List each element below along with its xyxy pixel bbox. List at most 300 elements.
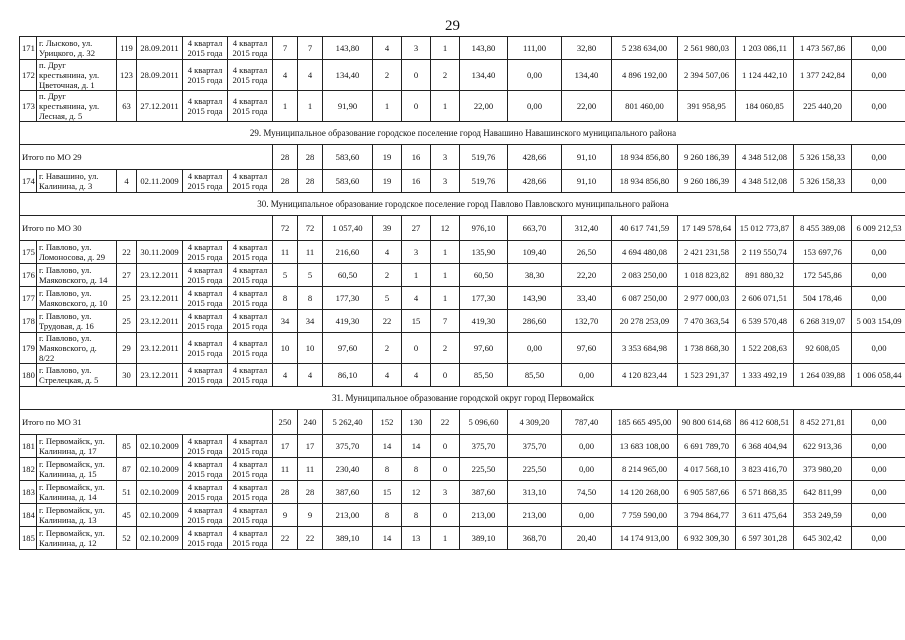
total-value: 5 096,60: [460, 410, 508, 435]
value-cell: 85,50: [460, 364, 508, 387]
value-cell: 1 124 442,10: [736, 60, 794, 91]
document-date: 02.10.2009: [137, 481, 183, 504]
value-cell: 1: [298, 91, 323, 122]
value-cell: 28: [273, 481, 298, 504]
value-cell: 389,10: [460, 527, 508, 550]
document-number: 51: [117, 481, 137, 504]
value-cell: 3: [402, 37, 431, 60]
value-cell: 22,20: [562, 264, 612, 287]
value-cell: 4: [298, 364, 323, 387]
value-cell: 622 913,36: [794, 435, 852, 458]
total-value: 18 934 856,80: [612, 145, 678, 170]
address-cell: г. Лысково, ул. Урицкого, д. 32: [37, 37, 117, 60]
table-row: [20, 333, 905, 364]
total-value: 240: [298, 410, 323, 435]
value-cell: 109,40: [508, 241, 562, 264]
section-total-row: [20, 216, 905, 241]
value-cell: 8: [402, 504, 431, 527]
table-row: [20, 91, 905, 122]
total-value: 91,10: [562, 145, 612, 170]
value-cell: 8: [402, 458, 431, 481]
value-cell: 0: [431, 435, 460, 458]
value-cell: 11: [273, 458, 298, 481]
value-cell: 7: [273, 37, 298, 60]
total-value: 519,76: [460, 145, 508, 170]
value-cell: 4: [373, 364, 402, 387]
value-cell: 28: [273, 170, 298, 193]
value-cell: 0,00: [852, 264, 905, 287]
table-row: [20, 264, 905, 287]
value-cell: 14 174 913,00: [612, 527, 678, 550]
value-cell: 6 597 301,28: [736, 527, 794, 550]
total-value: 250: [273, 410, 298, 435]
actual-date: 4 квартал 2015 года: [228, 527, 273, 550]
value-cell: 0,00: [852, 241, 905, 264]
total-value: 312,40: [562, 216, 612, 241]
value-cell: 19: [373, 170, 402, 193]
value-cell: 4: [402, 364, 431, 387]
value-cell: 2 394 507,06: [678, 60, 736, 91]
value-cell: 1: [431, 91, 460, 122]
value-cell: 2 606 071,51: [736, 287, 794, 310]
document-number: 25: [117, 310, 137, 333]
value-cell: 5: [373, 287, 402, 310]
value-cell: 18 934 856,80: [612, 170, 678, 193]
value-cell: 1 523 291,37: [678, 364, 736, 387]
table-row: [20, 287, 905, 310]
value-cell: 0,00: [852, 458, 905, 481]
value-cell: 1 522 208,63: [736, 333, 794, 364]
total-value: 1 057,40: [323, 216, 373, 241]
value-cell: 2 421 231,58: [678, 241, 736, 264]
value-cell: 353 249,59: [794, 504, 852, 527]
planned-date: 4 квартал 2015 года: [183, 481, 228, 504]
value-cell: 9: [273, 504, 298, 527]
value-cell: 135,90: [460, 241, 508, 264]
value-cell: 1 203 086,11: [736, 37, 794, 60]
value-cell: 17: [273, 435, 298, 458]
section-title: 29. Муниципальное образование городское поселение город Навашино Навашинского муниципального района: [20, 122, 905, 145]
value-cell: 0: [402, 60, 431, 91]
row-number: 178: [20, 310, 37, 333]
actual-date: 4 квартал 2015 года: [228, 458, 273, 481]
document-number: 25: [117, 287, 137, 310]
total-value: 130: [402, 410, 431, 435]
value-cell: 13: [402, 527, 431, 550]
value-cell: 4: [373, 37, 402, 60]
table-row: [20, 481, 905, 504]
total-label: Итого по МО 29: [20, 145, 273, 170]
value-cell: 3: [402, 241, 431, 264]
value-cell: 22: [298, 527, 323, 550]
total-value: 3: [431, 145, 460, 170]
value-cell: 3 353 684,98: [612, 333, 678, 364]
actual-date: 4 квартал 2015 года: [228, 37, 273, 60]
row-number: 171: [20, 37, 37, 60]
value-cell: 389,10: [323, 527, 373, 550]
value-cell: 3 794 864,77: [678, 504, 736, 527]
row-number: 181: [20, 435, 37, 458]
value-cell: 97,60: [323, 333, 373, 364]
document-date: 23.12.2011: [137, 310, 183, 333]
value-cell: 34: [298, 310, 323, 333]
total-value: 0,00: [852, 410, 905, 435]
value-cell: 22,00: [460, 91, 508, 122]
value-cell: 0,00: [852, 435, 905, 458]
row-number: 179: [20, 333, 37, 364]
value-cell: 134,40: [562, 60, 612, 91]
value-cell: 7: [298, 37, 323, 60]
value-cell: 213,00: [323, 504, 373, 527]
address-cell: г. Павлово, ул. Маяковского, д. 14: [37, 264, 117, 287]
table-row: [20, 170, 905, 193]
value-cell: 14: [373, 527, 402, 550]
value-cell: 642 811,99: [794, 481, 852, 504]
value-cell: 0,00: [562, 458, 612, 481]
value-cell: 5 003 154,09: [852, 310, 905, 333]
value-cell: 22: [273, 527, 298, 550]
value-cell: 6 368 404,94: [736, 435, 794, 458]
value-cell: 225 440,20: [794, 91, 852, 122]
value-cell: 6 691 789,70: [678, 435, 736, 458]
value-cell: 1 006 058,44: [852, 364, 905, 387]
actual-date: 4 квартал 2015 года: [228, 310, 273, 333]
value-cell: 134,40: [460, 60, 508, 91]
value-cell: 504 178,46: [794, 287, 852, 310]
value-cell: 0,00: [562, 364, 612, 387]
total-value: 16: [402, 145, 431, 170]
value-cell: 14: [402, 435, 431, 458]
value-cell: 4: [273, 60, 298, 91]
address-cell: г. Павлово, ул. Стрелецкая, д. 5: [37, 364, 117, 387]
row-number: 172: [20, 60, 37, 91]
row-number: 174: [20, 170, 37, 193]
value-cell: 74,50: [562, 481, 612, 504]
total-value: 583,60: [323, 145, 373, 170]
row-number: 175: [20, 241, 37, 264]
total-value: 6 009 212,53: [852, 216, 905, 241]
value-cell: 2: [373, 333, 402, 364]
row-number: 183: [20, 481, 37, 504]
value-cell: 2: [373, 60, 402, 91]
value-cell: 91,10: [562, 170, 612, 193]
total-value: 185 665 495,00: [612, 410, 678, 435]
value-cell: 20 278 253,09: [612, 310, 678, 333]
total-value: 4 348 512,08: [736, 145, 794, 170]
value-cell: 1: [431, 241, 460, 264]
total-value: 5 262,40: [323, 410, 373, 435]
total-value: 8 455 389,08: [794, 216, 852, 241]
value-cell: 6 932 309,30: [678, 527, 736, 550]
value-cell: 8: [298, 287, 323, 310]
document-date: 27.12.2011: [137, 91, 183, 122]
value-cell: 645 302,42: [794, 527, 852, 550]
document-number: 30: [117, 364, 137, 387]
value-cell: 216,60: [323, 241, 373, 264]
value-cell: 38,30: [508, 264, 562, 287]
table-row: [20, 527, 905, 550]
table-row: [20, 37, 905, 60]
planned-date: 4 квартал 2015 года: [183, 60, 228, 91]
value-cell: 0: [431, 504, 460, 527]
total-value: 5 326 158,33: [794, 145, 852, 170]
value-cell: 15: [373, 481, 402, 504]
value-cell: 0,00: [852, 481, 905, 504]
value-cell: 9 260 186,39: [678, 170, 736, 193]
value-cell: 1: [402, 264, 431, 287]
value-cell: 2: [431, 60, 460, 91]
total-label: Итого по МО 30: [20, 216, 273, 241]
document-number: 63: [117, 91, 137, 122]
value-cell: 4 694 480,08: [612, 241, 678, 264]
value-cell: 14: [373, 435, 402, 458]
value-cell: 2: [431, 333, 460, 364]
actual-date: 4 квартал 2015 года: [228, 91, 273, 122]
value-cell: 10: [273, 333, 298, 364]
total-value: 8 452 271,81: [794, 410, 852, 435]
value-cell: 14 120 268,00: [612, 481, 678, 504]
value-cell: 5: [298, 264, 323, 287]
total-value: 152: [373, 410, 402, 435]
value-cell: 4: [373, 241, 402, 264]
value-cell: 184 060,85: [736, 91, 794, 122]
total-value: 12: [431, 216, 460, 241]
value-cell: 6 571 868,35: [736, 481, 794, 504]
table-row: [20, 60, 905, 91]
actual-date: 4 квартал 2015 года: [228, 170, 273, 193]
value-cell: 153 697,76: [794, 241, 852, 264]
value-cell: 368,70: [508, 527, 562, 550]
table-row: [20, 364, 905, 387]
total-value: 787,40: [562, 410, 612, 435]
value-cell: 9: [298, 504, 323, 527]
value-cell: 230,40: [323, 458, 373, 481]
value-cell: 143,80: [460, 37, 508, 60]
document-date: 23.12.2011: [137, 264, 183, 287]
total-label: Итого по МО 31: [20, 410, 273, 435]
value-cell: 0: [431, 364, 460, 387]
actual-date: 4 квартал 2015 года: [228, 481, 273, 504]
value-cell: 6 539 570,48: [736, 310, 794, 333]
value-cell: 1: [273, 91, 298, 122]
value-cell: 891 880,32: [736, 264, 794, 287]
table-row: [20, 458, 905, 481]
document-date: 28.09.2011: [137, 60, 183, 91]
value-cell: 387,60: [323, 481, 373, 504]
value-cell: 5 238 634,00: [612, 37, 678, 60]
value-cell: 0,00: [852, 504, 905, 527]
value-cell: 1 333 492,19: [736, 364, 794, 387]
address-cell: г. Навашино, ул. Калинина, д. 3: [37, 170, 117, 193]
address-cell: г. Павлово, ул. Трудовая, д. 16: [37, 310, 117, 333]
value-cell: 22,00: [562, 91, 612, 122]
value-cell: 11: [298, 458, 323, 481]
table-row: [20, 310, 905, 333]
value-cell: 11: [298, 241, 323, 264]
total-value: 72: [273, 216, 298, 241]
table-row: [20, 435, 905, 458]
value-cell: 373 980,20: [794, 458, 852, 481]
document-date: 23.12.2011: [137, 287, 183, 310]
address-cell: г. Павлово, ул. Ломоносова, д. 29: [37, 241, 117, 264]
row-number: 184: [20, 504, 37, 527]
total-value: 86 412 608,51: [736, 410, 794, 435]
value-cell: 60,50: [323, 264, 373, 287]
value-cell: 12: [402, 481, 431, 504]
planned-date: 4 квартал 2015 года: [183, 241, 228, 264]
value-cell: 34: [273, 310, 298, 333]
value-cell: 8: [373, 504, 402, 527]
total-value: 28: [298, 145, 323, 170]
value-cell: 3 823 416,70: [736, 458, 794, 481]
value-cell: 13 683 108,00: [612, 435, 678, 458]
total-value: 90 800 614,68: [678, 410, 736, 435]
value-cell: 15: [402, 310, 431, 333]
value-cell: 92 608,05: [794, 333, 852, 364]
actual-date: 4 квартал 2015 года: [228, 504, 273, 527]
value-cell: 22: [373, 310, 402, 333]
actual-date: 4 квартал 2015 года: [228, 333, 273, 364]
value-cell: 1 738 868,30: [678, 333, 736, 364]
value-cell: 143,90: [508, 287, 562, 310]
section-total-row: [20, 145, 905, 170]
actual-date: 4 квартал 2015 года: [228, 60, 273, 91]
value-cell: 17: [298, 435, 323, 458]
value-cell: 1: [431, 287, 460, 310]
value-cell: 4 348 512,08: [736, 170, 794, 193]
value-cell: 33,40: [562, 287, 612, 310]
value-cell: 6 087 250,00: [612, 287, 678, 310]
value-cell: 143,80: [323, 37, 373, 60]
total-value: 27: [402, 216, 431, 241]
value-cell: 0,00: [852, 287, 905, 310]
address-cell: п. Друг крестьянина, ул. Лесная, д. 5: [37, 91, 117, 122]
value-cell: 375,70: [460, 435, 508, 458]
value-cell: 6 905 587,66: [678, 481, 736, 504]
value-cell: 5: [273, 264, 298, 287]
planned-date: 4 квартал 2015 года: [183, 364, 228, 387]
document-date: 02.10.2009: [137, 504, 183, 527]
value-cell: 391 958,95: [678, 91, 736, 122]
value-cell: 2 561 980,03: [678, 37, 736, 60]
value-cell: 1 377 242,84: [794, 60, 852, 91]
value-cell: 7 470 363,54: [678, 310, 736, 333]
actual-date: 4 квартал 2015 года: [228, 435, 273, 458]
section-header-row: [20, 122, 905, 145]
document-number: 85: [117, 435, 137, 458]
value-cell: 97,60: [562, 333, 612, 364]
document-date: 02.10.2009: [137, 435, 183, 458]
total-value: 663,70: [508, 216, 562, 241]
planned-date: 4 квартал 2015 года: [183, 527, 228, 550]
value-cell: 4 017 568,10: [678, 458, 736, 481]
row-number: 176: [20, 264, 37, 287]
table-row: [20, 241, 905, 264]
value-cell: 7: [431, 310, 460, 333]
planned-date: 4 квартал 2015 года: [183, 435, 228, 458]
value-cell: 1 018 823,82: [678, 264, 736, 287]
value-cell: 28: [298, 481, 323, 504]
value-cell: 0,00: [508, 60, 562, 91]
actual-date: 4 квартал 2015 года: [228, 364, 273, 387]
value-cell: 20,40: [562, 527, 612, 550]
value-cell: 213,00: [508, 504, 562, 527]
planned-date: 4 квартал 2015 года: [183, 37, 228, 60]
value-cell: 375,70: [508, 435, 562, 458]
value-cell: 4: [402, 287, 431, 310]
value-cell: 0,00: [852, 37, 905, 60]
total-value: 976,10: [460, 216, 508, 241]
value-cell: 375,70: [323, 435, 373, 458]
value-cell: 60,50: [460, 264, 508, 287]
row-number: 180: [20, 364, 37, 387]
value-cell: 519,76: [460, 170, 508, 193]
address-cell: г. Павлово, ул. Маяковского, д. 10: [37, 287, 117, 310]
value-cell: 313,10: [508, 481, 562, 504]
table-row: [20, 504, 905, 527]
planned-date: 4 квартал 2015 года: [183, 170, 228, 193]
document-number: 52: [117, 527, 137, 550]
value-cell: 419,30: [323, 310, 373, 333]
total-value: 22: [431, 410, 460, 435]
document-number: 45: [117, 504, 137, 527]
value-cell: 419,30: [460, 310, 508, 333]
value-cell: 2 977 000,03: [678, 287, 736, 310]
total-value: 0,00: [852, 145, 905, 170]
total-value: 28: [273, 145, 298, 170]
value-cell: 85,50: [508, 364, 562, 387]
value-cell: 583,60: [323, 170, 373, 193]
value-cell: 3 611 475,64: [736, 504, 794, 527]
value-cell: 2 119 550,74: [736, 241, 794, 264]
value-cell: 0: [402, 333, 431, 364]
value-cell: 801 460,00: [612, 91, 678, 122]
value-cell: 8: [373, 458, 402, 481]
value-cell: 1 473 567,86: [794, 37, 852, 60]
address-cell: г. Первомайск, ул. Калинина, д. 12: [37, 527, 117, 550]
value-cell: 4 896 192,00: [612, 60, 678, 91]
value-cell: 225,50: [508, 458, 562, 481]
total-value: 4 309,20: [508, 410, 562, 435]
value-cell: 2: [373, 264, 402, 287]
value-cell: 2 083 250,00: [612, 264, 678, 287]
actual-date: 4 квартал 2015 года: [228, 241, 273, 264]
planned-date: 4 квартал 2015 года: [183, 264, 228, 287]
total-value: 39: [373, 216, 402, 241]
section-title: 30. Муниципальное образование городское поселение город Павлово Павловского муниципального района: [20, 193, 905, 216]
value-cell: 4 120 823,44: [612, 364, 678, 387]
value-cell: 10: [298, 333, 323, 364]
total-value: 15 012 773,87: [736, 216, 794, 241]
total-value: 19: [373, 145, 402, 170]
planned-date: 4 квартал 2015 года: [183, 287, 228, 310]
value-cell: 225,50: [460, 458, 508, 481]
value-cell: 428,66: [508, 170, 562, 193]
planned-date: 4 квартал 2015 года: [183, 333, 228, 364]
value-cell: 11: [273, 241, 298, 264]
address-cell: г. Первомайск, ул. Калинина, д. 14: [37, 481, 117, 504]
row-number: 173: [20, 91, 37, 122]
document-number: 123: [117, 60, 137, 91]
total-value: 17 149 578,64: [678, 216, 736, 241]
document-date: 02.10.2009: [137, 527, 183, 550]
value-cell: 7 759 590,00: [612, 504, 678, 527]
value-cell: 0,00: [562, 504, 612, 527]
document-date: 30.11.2009: [137, 241, 183, 264]
address-cell: г. Павлово, ул. Маяковского, д. 8/22: [37, 333, 117, 364]
value-cell: 177,30: [323, 287, 373, 310]
value-cell: 0,00: [508, 91, 562, 122]
